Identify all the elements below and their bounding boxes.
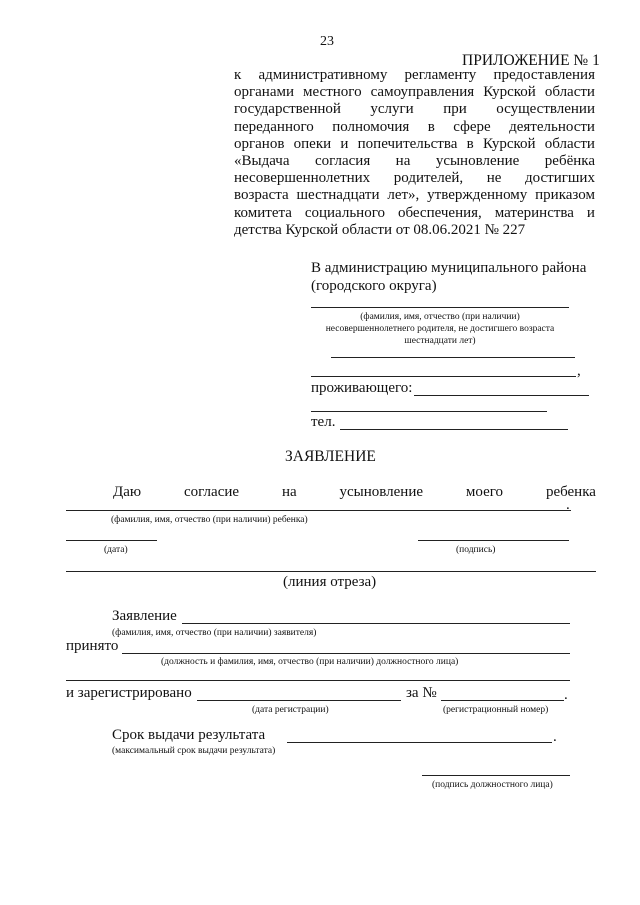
appendix-word: переданного — [234, 118, 314, 135]
appendix-word: на — [395, 153, 411, 170]
appendix-word: сфере — [453, 118, 491, 135]
appendix-word: материнства — [494, 204, 574, 221]
appendix-word: осуществлении — [496, 101, 595, 118]
appendix-line — [234, 205, 595, 222]
phone-field[interactable] — [340, 429, 568, 430]
date-field[interactable] — [66, 540, 157, 541]
official-field[interactable] — [122, 653, 570, 654]
parent-name-field-3[interactable] — [311, 376, 576, 377]
appendix-word: при — [443, 101, 467, 118]
appendix-word: комитета — [234, 204, 292, 221]
date-caption: (дата) — [104, 545, 128, 555]
appendix-word: органов — [234, 135, 285, 152]
signature-caption: (подпись) — [456, 545, 496, 555]
phone-label: тел. — [311, 414, 336, 430]
appendix-word: и — [586, 204, 595, 221]
appendix-word: к — [234, 67, 242, 83]
appendix-word: возраста — [234, 187, 289, 204]
consent-word: моего — [465, 484, 504, 500]
appendix-word: местного — [303, 84, 362, 101]
statement-title: ЗАЯВЛЕНИЕ — [285, 448, 376, 465]
appendix-word: родителей, — [393, 170, 464, 187]
consent-word: усыновление — [339, 484, 424, 500]
term-caption: (максимальный срок выдачи результата) — [112, 746, 276, 756]
cut-line — [66, 571, 596, 572]
appendix-word: административному — [258, 67, 388, 83]
official-field-2[interactable] — [66, 680, 570, 681]
parent-name-caption-3: шестнадцати лет) — [404, 336, 476, 346]
appendix-word: области — [544, 84, 595, 101]
appendix-word: области — [544, 135, 595, 152]
appendix-line — [234, 153, 595, 170]
consent-word: согласие — [184, 484, 240, 500]
residing-label: проживающего: — [311, 380, 413, 396]
appendix-word: шестнадцати — [296, 187, 380, 204]
official-signature-field[interactable] — [422, 775, 570, 776]
appendix-word: Курской — [482, 135, 536, 152]
appendix-line — [234, 101, 595, 118]
appendix-word: в — [427, 118, 435, 135]
applicant-name-field[interactable] — [182, 623, 570, 624]
page-number: 23 — [320, 34, 334, 49]
registered-label: и зарегистрировано — [66, 685, 192, 701]
appendix-word: согласия — [314, 153, 371, 170]
appendix-word: опеки — [293, 135, 332, 152]
appendix-word: лет», — [387, 187, 420, 204]
appendix-word: предоставления — [493, 67, 595, 83]
consent-word: Даю — [113, 484, 142, 500]
appendix-word: Курской — [483, 84, 536, 101]
receipt-statement-label: Заявление — [112, 608, 177, 624]
appendix-line — [234, 84, 595, 101]
signature-field[interactable] — [418, 540, 569, 541]
appendix-word: государственной — [234, 101, 341, 118]
applicant-caption: (фамилия, имя, отчество (при наличии) заявителя) — [112, 628, 317, 638]
consent-line — [113, 483, 596, 501]
appendix-last-line: детства Курской области от 08.06.2021 № 227 — [234, 221, 526, 238]
term-label: Срок выдачи результата — [112, 727, 266, 743]
consent-word: ребенка — [545, 484, 596, 500]
addressee-line-1: В администрацию муниципального района — [311, 260, 587, 276]
appendix-word: самоуправления — [370, 84, 475, 101]
official-caption: (должность и фамилия, имя, отчество (при наличии) должностного лица) — [161, 657, 459, 667]
appendix-text — [234, 67, 595, 239]
registration-number-caption: (регистрационный номер) — [443, 705, 549, 715]
official-signature-caption: (подпись должностного лица) — [432, 780, 553, 790]
accepted-label: принято — [66, 638, 119, 654]
appendix-line — [234, 170, 595, 187]
child-name-caption: (фамилия, имя, отчество (при наличии) ребенка) — [111, 515, 308, 525]
appendix-title: ПРИЛОЖЕНИЕ № 1 — [462, 52, 600, 69]
comma: , — [577, 363, 581, 379]
appendix-line — [234, 119, 595, 136]
appendix-word: деятельности — [509, 118, 595, 135]
appendix-word: усыновление — [435, 153, 520, 170]
appendix-word: и — [340, 135, 349, 152]
parent-name-field-2[interactable] — [331, 357, 575, 358]
appendix-word: обеспечения, — [397, 204, 482, 221]
child-name-field[interactable] — [66, 510, 571, 511]
appendix-word: услуги — [370, 101, 414, 118]
consent-word: на — [281, 484, 297, 500]
parent-name-caption-1: (фамилия, имя, отчество (при наличии) — [360, 312, 520, 322]
appendix-word: полномочия — [332, 118, 410, 135]
appendix-word: регламенту — [404, 67, 477, 83]
appendix-word: в — [466, 135, 474, 152]
appendix-line — [234, 67, 595, 84]
residing-field[interactable] — [414, 395, 589, 396]
appendix-word: не — [486, 170, 502, 187]
addressee-line-2: (городского округа) — [311, 278, 437, 294]
appendix-word: ребёнка — [544, 153, 595, 170]
registration-date-caption: (дата регистрации) — [252, 705, 329, 715]
term-field[interactable] — [287, 742, 552, 743]
cut-line-label: (линия отреза) — [283, 574, 377, 590]
appendix-line — [234, 187, 595, 204]
residing-field-2[interactable] — [311, 411, 547, 412]
appendix-word: достигших — [524, 170, 595, 187]
appendix-word: социального — [304, 204, 385, 221]
parent-name-caption-2: несовершеннолетнего родителя, не достигшего возраста — [325, 324, 555, 334]
appendix-word: приказом — [535, 187, 595, 204]
appendix-word: органами — [234, 84, 295, 101]
appendix-word: утвержденному — [427, 187, 528, 204]
number-label: за № — [406, 685, 437, 701]
consent-end: . — [566, 497, 570, 513]
appendix-word: попечительства — [357, 135, 458, 152]
appendix-word: несовершеннолетних — [234, 170, 371, 187]
appendix-word: «Выдача — [234, 153, 290, 170]
registration-number-field[interactable] — [441, 700, 564, 701]
parent-name-field[interactable] — [311, 307, 569, 308]
appendix-line — [234, 136, 595, 153]
registration-date-field[interactable] — [197, 700, 401, 701]
term-end: . — [553, 729, 557, 745]
number-end: . — [564, 687, 568, 703]
